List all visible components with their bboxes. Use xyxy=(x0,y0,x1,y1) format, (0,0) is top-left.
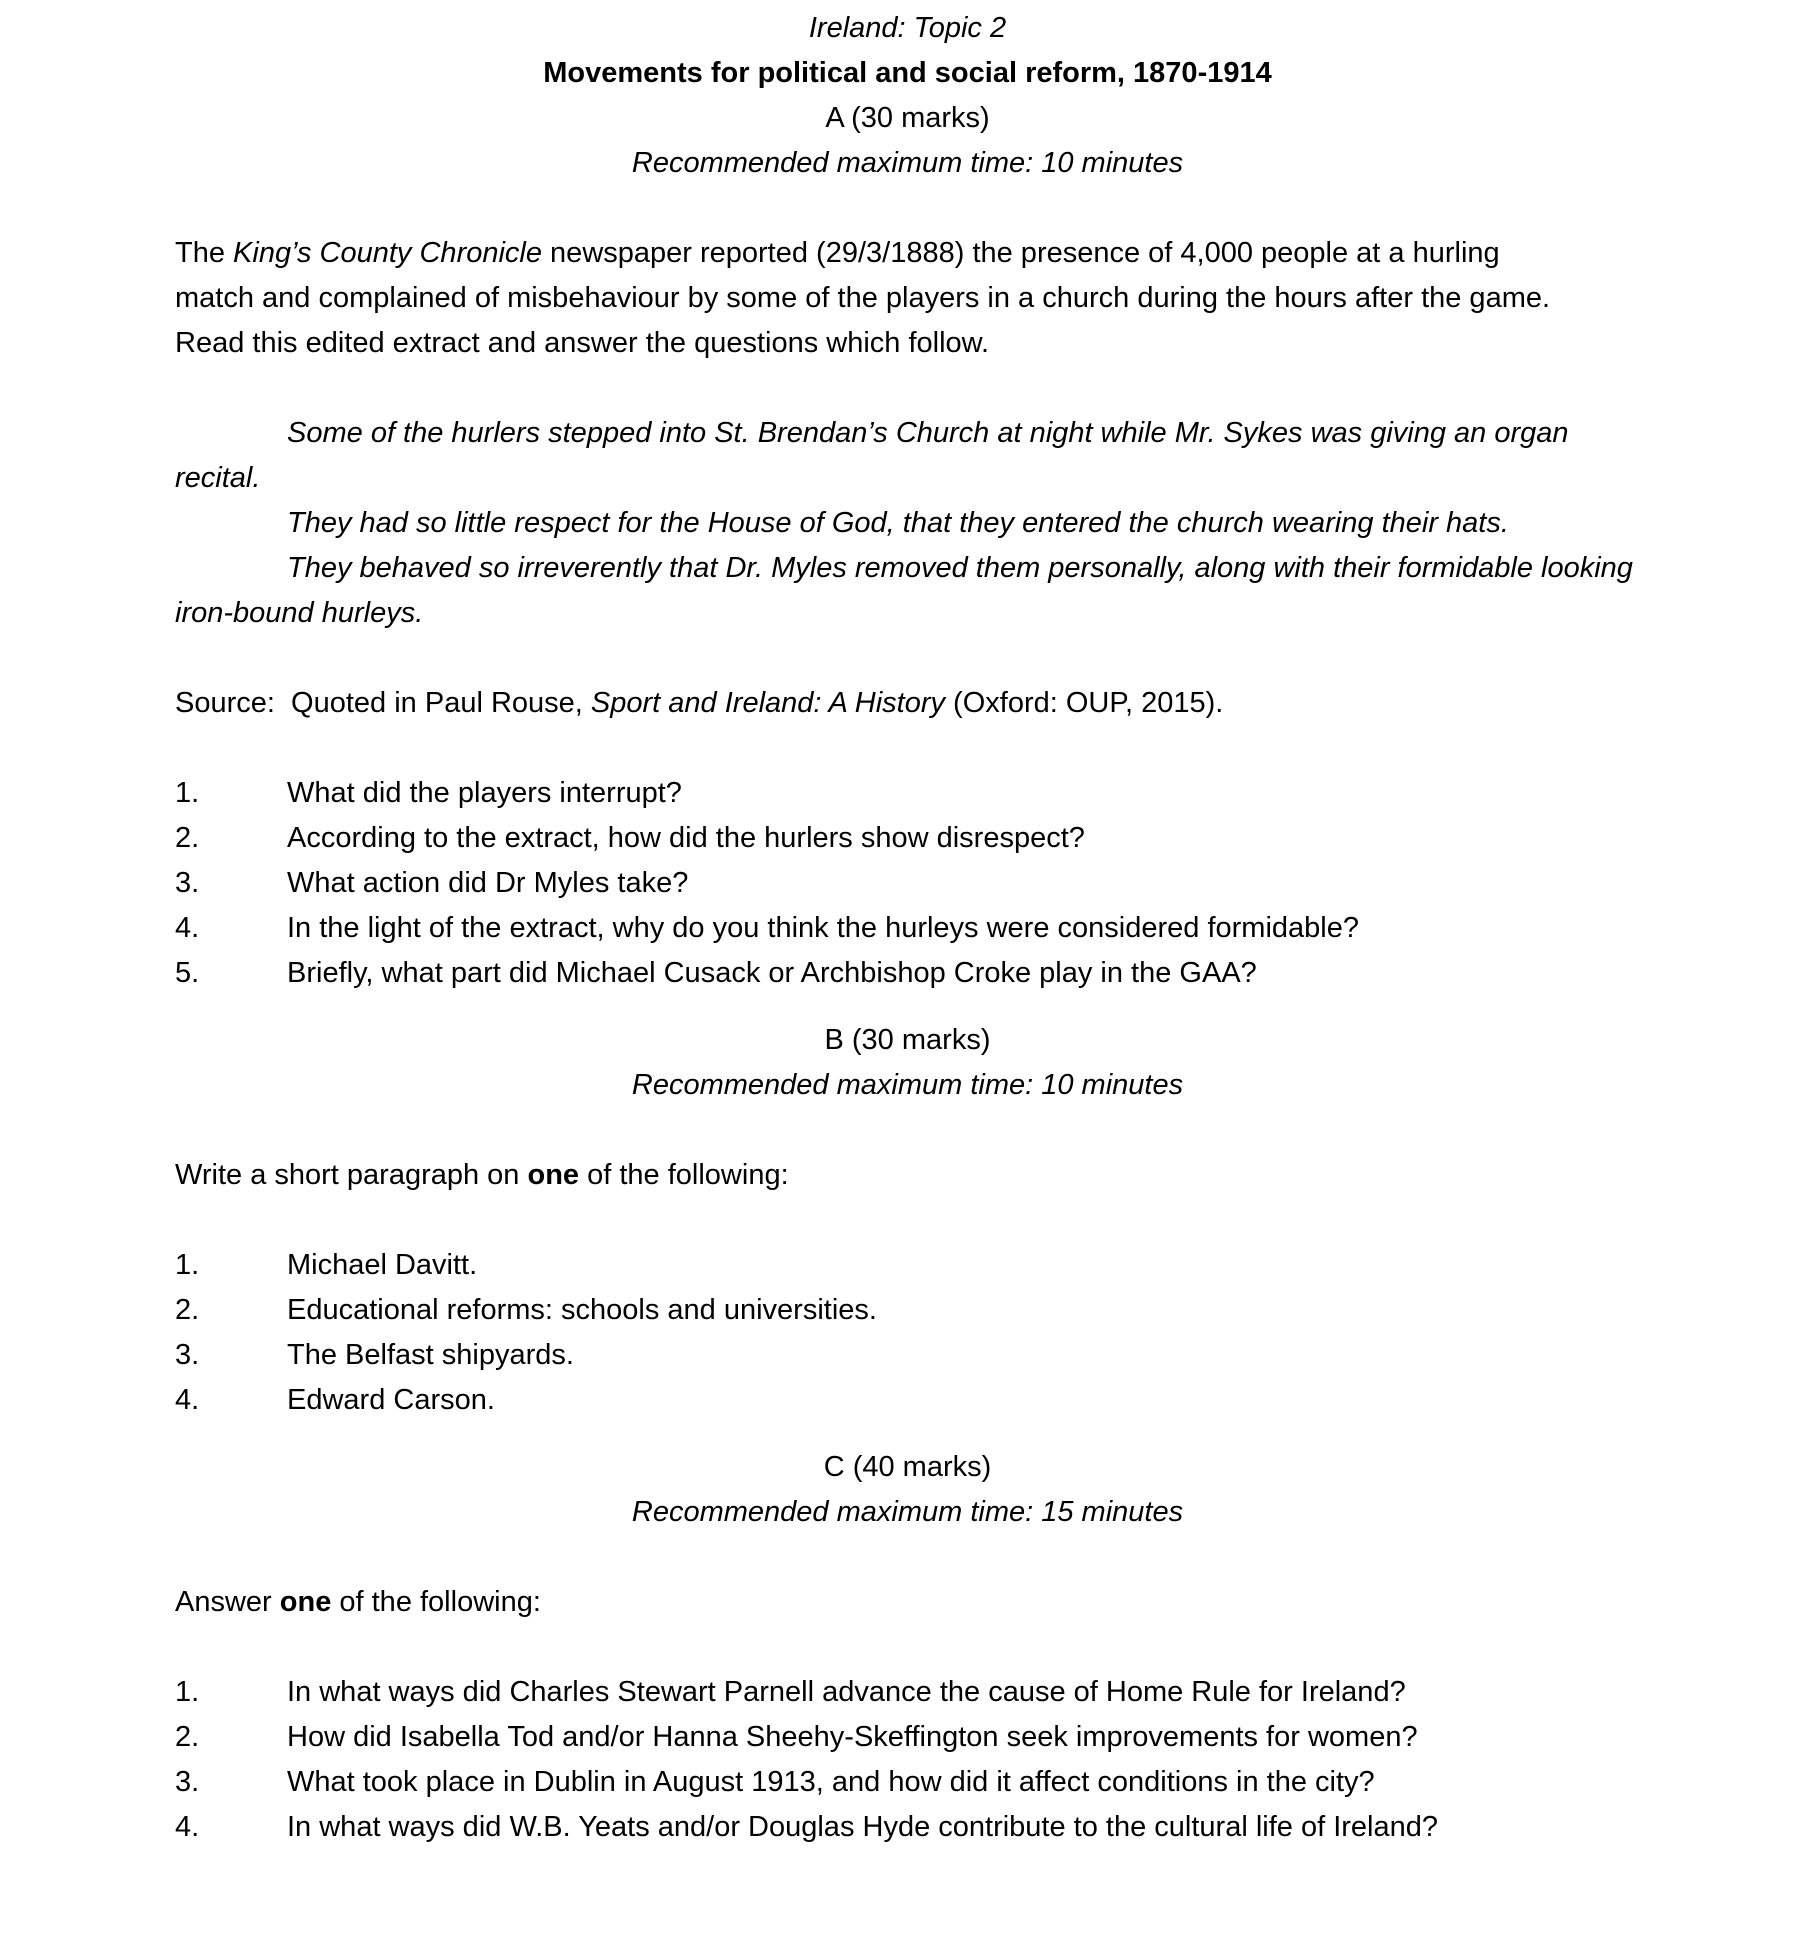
question-text: The Belfast shipyards. xyxy=(287,1339,574,1371)
question-number: 1. xyxy=(175,1249,200,1281)
source-citation xyxy=(175,681,1635,726)
newspaper-name: King’s County Chronicle xyxy=(233,237,542,269)
prompt-text-continued: of the following: xyxy=(579,1159,789,1191)
question-row xyxy=(175,1715,1640,1760)
intro-text: The xyxy=(175,237,234,269)
section-b-time: Recommended maximum time: 10 minutes xyxy=(631,1069,1184,1101)
prompt-text-continued: of the following: xyxy=(331,1586,541,1618)
question-number: 5. xyxy=(175,957,200,989)
section-a-questions xyxy=(175,771,1640,996)
source-label: Source: Quoted in Paul Rouse, xyxy=(175,687,591,719)
section-c-time: Recommended maximum time: 15 minutes xyxy=(631,1496,1184,1528)
document-title: Movements for political and social reform, 1870-1914 xyxy=(543,57,1272,89)
question-text: In what ways did Charles Stewart Parnell advance the cause of Home Rule for Ireland? xyxy=(287,1676,1406,1708)
question-number: 2. xyxy=(175,1294,200,1326)
book-title: Sport and Ireland: A History xyxy=(590,687,945,719)
question-number: 1. xyxy=(175,1676,200,1708)
question-row xyxy=(175,1760,1640,1805)
section-b-questions xyxy=(175,1243,1640,1423)
question-text: What action did Dr Myles take? xyxy=(287,867,689,899)
question-row xyxy=(175,906,1640,951)
extract-paragraph-3: They behaved so irreverently that Dr. Myles removed them personally, along with their formidable looking iron-bound hurleys. xyxy=(175,552,1641,629)
question-number: 2. xyxy=(175,1721,200,1753)
question-text: According to the extract, how did the hurlers show disrespect? xyxy=(287,822,1085,854)
extract-paragraph-2: They had so little respect for the House of God, that they entered the church wearing their hats. xyxy=(287,507,1509,539)
question-row xyxy=(175,1670,1640,1715)
question-text: Briefly, what part did Michael Cusack or Archbishop Croke play in the GAA? xyxy=(287,957,1257,989)
question-number: 4. xyxy=(175,1811,200,1843)
question-row xyxy=(175,1333,1640,1378)
question-number: 4. xyxy=(175,912,200,944)
question-number: 3. xyxy=(175,1339,200,1371)
section-a-time: Recommended maximum time: 10 minutes xyxy=(631,147,1184,179)
question-row xyxy=(175,1378,1640,1423)
question-row xyxy=(175,771,1640,816)
question-number: 3. xyxy=(175,1766,200,1798)
question-number: 2. xyxy=(175,822,200,854)
question-text: In the light of the extract, why do you think the hurleys were considered formidable? xyxy=(287,912,1359,944)
topic-heading: Ireland: Topic 2 xyxy=(808,12,1007,44)
question-text: What did the players interrupt? xyxy=(287,777,682,809)
section-c-heading: C (40 marks) xyxy=(823,1451,992,1483)
question-text: Michael Davitt. xyxy=(287,1249,478,1281)
prompt-text: Write a short paragraph on xyxy=(175,1159,528,1191)
section-a-heading: A (30 marks) xyxy=(825,102,990,134)
prompt-emphasis: one xyxy=(527,1159,580,1191)
question-row xyxy=(175,1805,1640,1850)
question-row xyxy=(175,1243,1640,1288)
section-c-prompt xyxy=(175,1580,1635,1625)
section-b-heading: B (30 marks) xyxy=(824,1024,991,1056)
intro-text-continued: newspaper reported (29/3/1888) the presence of 4,000 people at a hurling match and complained of misbehaviour by some of the players in a church during the hours after the game. Read this edited extract and answer the questions which follow. xyxy=(175,237,1567,359)
question-number: 4. xyxy=(175,1384,200,1416)
source-extract xyxy=(175,411,1641,636)
question-row xyxy=(175,861,1640,906)
question-number: 1. xyxy=(175,777,200,809)
document-header xyxy=(175,6,1640,186)
source-publisher: (Oxford: OUP, 2015). xyxy=(945,687,1224,719)
question-number: 3. xyxy=(175,867,200,899)
question-row xyxy=(175,951,1640,996)
prompt-text: Answer xyxy=(175,1586,280,1618)
question-text: Educational reforms: schools and universities. xyxy=(287,1294,877,1326)
section-b-header xyxy=(175,1018,1640,1108)
question-text: In what ways did W.B. Yeats and/or Douglas Hyde contribute to the cultural life of Ireland? xyxy=(287,1811,1438,1843)
prompt-emphasis: one xyxy=(279,1586,332,1618)
section-c-header xyxy=(175,1445,1640,1535)
extract-paragraph-1: Some of the hurlers stepped into St. Brendan’s Church at night while Mr. Sykes was giving an organ recital. xyxy=(175,417,1577,494)
intro-paragraph xyxy=(175,231,1575,366)
question-text: How did Isabella Tod and/or Hanna Sheehy-Skeffington seek improvements for women? xyxy=(287,1721,1418,1753)
question-row xyxy=(175,1288,1640,1333)
section-b-prompt xyxy=(175,1153,1635,1198)
question-text: Edward Carson. xyxy=(287,1384,495,1416)
question-row xyxy=(175,816,1640,861)
section-c-questions xyxy=(175,1670,1640,1850)
question-text: What took place in Dublin in August 1913, and how did it affect conditions in the city? xyxy=(287,1766,1375,1798)
